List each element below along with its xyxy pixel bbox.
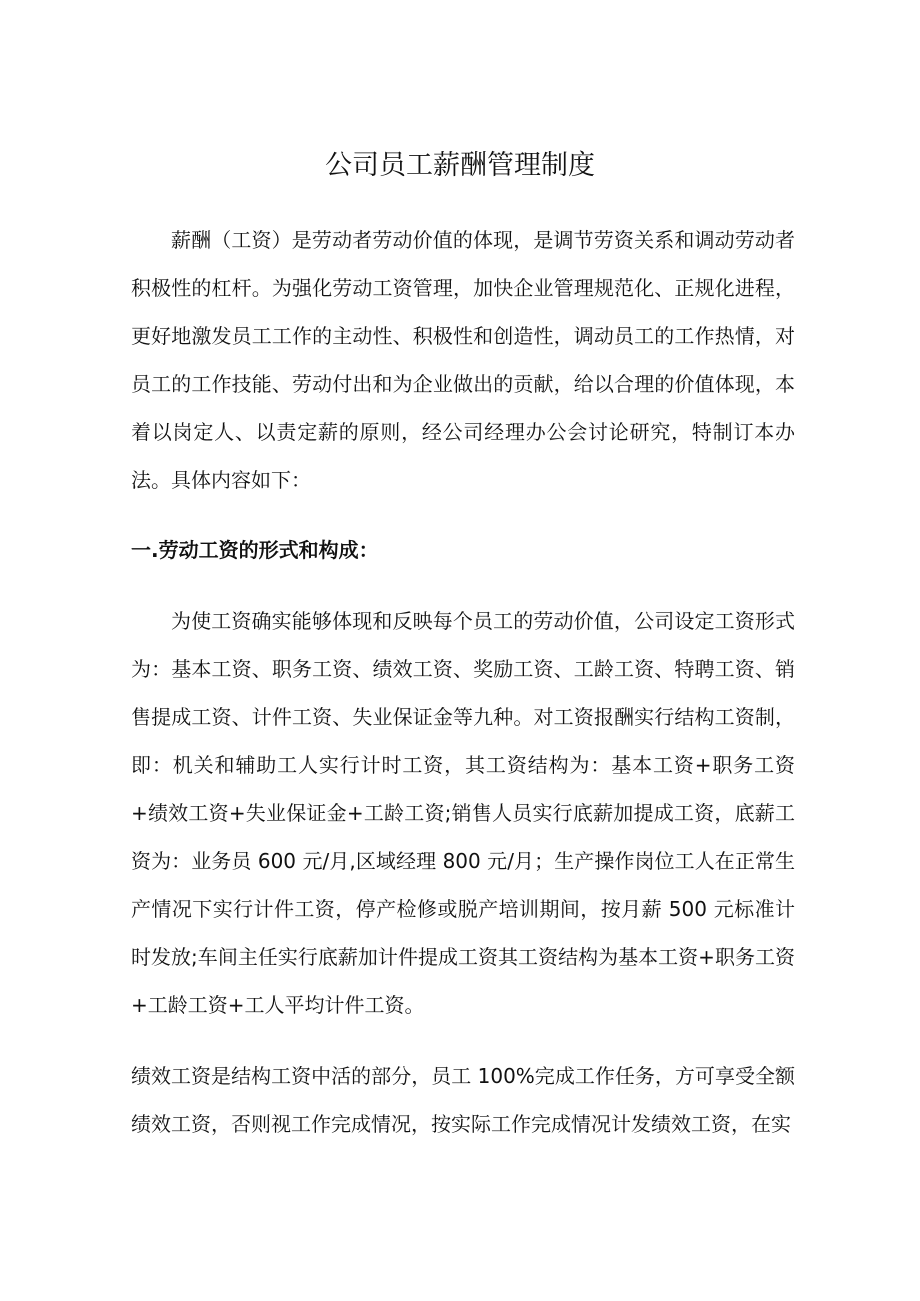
document-title: 公司员工薪酬管理制度 <box>325 150 595 181</box>
intro-paragraph: 薪酬（工资）是劳动者劳动价值的体现，是调节劳资关系和调动劳动者积极性的杠杆。为强化劳动工资管理，加快企业管理规范化、正规化进程，更好地激发员工工作的主动性、积极性和创造性，调动员工的工作热情，对员工的工作技能、劳动付出和为企业做出的贡献，给以合理的价值体现，本着以岗定人、以责定薪的原则，经公司经理办公会讨论研究，特制订本办法。具体内容如下： <box>131 228 795 492</box>
section-paragraph-2: 绩效工资是结构工资中活的部分，员工 100%完成工作任务，方可享受全额绩效工资，否则视工作完成情况，按实际工作完成情况计发绩效工资，在实 <box>131 1064 795 1136</box>
section-heading: 一.劳动工资的形式和构成： <box>131 538 379 562</box>
section-paragraph-1: 为使工资确实能够体现和反映每个员工的劳动价值，公司设定工资形式为：基本工资、职务工资、绩效工资、奖励工资、工龄工资、特聘工资、销售提成工资、计件工资、失业保证金等九种。对工资报酬实行结构工资制，即：机关和辅助工人实行计时工资，其工资结构为：基本工资+职务工资+绩效工资+失业保证金+工龄工资;销售人员实行底薪加提成工资，底薪工资为：业务员 600 元/月,区域经理 800 元/月；生产操作岗位工人在正常生产情况下实行计件工资，停产检修或脱产培训期间，按月薪 500 元标准计时发放;车间主任实行底薪加计件提成工资其工资结构为基本工资+职务工资+工龄工资+工人平均计件工资。 <box>131 609 795 1017</box>
